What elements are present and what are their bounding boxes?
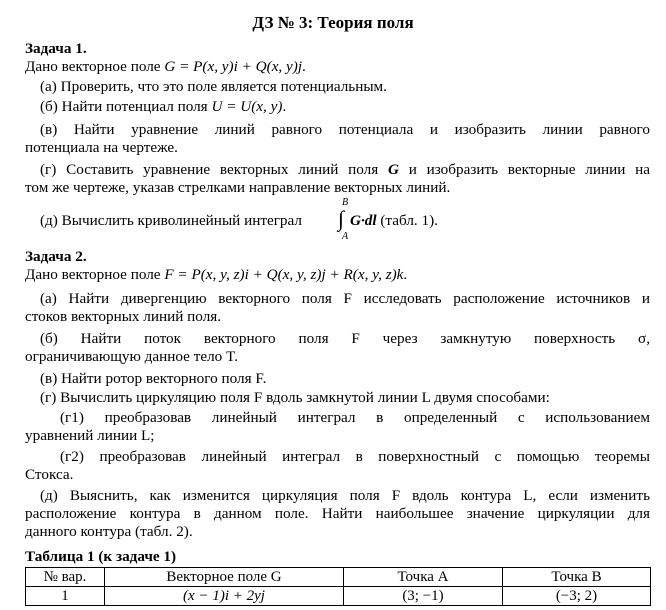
task1-item-c-line1: (в) Найти уравнение линий равного потенциала и изобразить линии равного	[40, 121, 650, 138]
table-row	[26, 587, 651, 606]
task2-item-g2-line1: (г2) преобразовав линейный интеграл в поверхностный с помощью теоремы	[60, 448, 650, 465]
task2-heading: Задача 2.	[25, 248, 87, 265]
task1-item-a: (а) Проверить, что это поле является потенциальным.	[40, 78, 387, 95]
table-cell: (3; −1)	[344, 587, 503, 606]
table-header-cell: Точка B	[503, 568, 651, 587]
task2-item-g1-line2: уравнений линии L;	[25, 427, 155, 444]
table-header-cell: № вар.	[26, 568, 105, 587]
task1-item-b-end: .	[282, 98, 287, 115]
table1	[25, 567, 651, 606]
task2-item-c: (в) Найти ротор векторного поля F.	[40, 370, 267, 387]
task1-heading: Задача 1.	[25, 40, 87, 57]
task2-item-e-line2: расположение контура в данном поле. Найти наибольшее значение циркуляции для	[25, 505, 650, 522]
table1-caption: Таблица 1 (к задаче 1)	[25, 548, 177, 565]
page-title: ДЗ № 3: Теория поля	[252, 13, 414, 32]
task1-item-d-var: G	[387, 161, 399, 178]
task1-item-e-text: (д) Вычислить криволинейный интеграл	[40, 212, 302, 229]
task1-item-b-formula: U = U(x, y)	[211, 98, 283, 115]
task1-item-e-ref: (табл. 1).	[380, 212, 438, 229]
task2-period: .	[403, 266, 408, 283]
task2-item-e-line1: (д) Выяснить, как изменится циркуляция поля F вдоль контура L, если изменить	[40, 487, 650, 504]
task1-item-d-start: (г) Составить уравнение векторных линий поля	[40, 161, 379, 178]
task1-field-formula: G = P(x, y)i + Q(x, y)j	[164, 58, 303, 75]
task1-item-d-rest: и изобразить векторные линии на	[408, 161, 651, 178]
task1-item-b	[40, 98, 650, 116]
task2-item-g2-line2: Стокса.	[25, 466, 74, 483]
integral-lower-limit: A	[342, 231, 349, 242]
task1-item-d-line1	[40, 161, 650, 179]
table-header-row	[26, 568, 651, 587]
integral-sign-icon: B ∫ A	[338, 197, 349, 242]
integral-upper-limit: B	[342, 197, 349, 208]
task2-item-a-line1: (а) Найти дивергенцию векторного поля F исследовать расположение источников и	[40, 290, 650, 307]
task1-intro-text: Дано векторное поле	[25, 58, 161, 75]
task1-intro	[25, 58, 650, 76]
task2-field-formula: F = P(x, y, z)i + Q(x, y, z)j + R(x, y, z)k	[164, 266, 404, 283]
task2-item-a-line2: стоков векторных линий поля.	[25, 308, 222, 325]
task1-item-d-line2: том же чертеже, указав стрелками направление векторных линий.	[25, 179, 451, 196]
task2-item-b-line1: (б) Найти поток векторного поля F через замкнутую поверхность σ,	[40, 330, 650, 347]
table-header-cell: Векторное поле G	[105, 568, 344, 587]
table-header-cell: Точка A	[344, 568, 503, 587]
task1-period: .	[302, 58, 306, 75]
table-cell: (−3; 2)	[503, 587, 651, 606]
task2-item-d: (г) Вычислить циркуляцию поля F вдоль замкнутой линии L двумя способами:	[40, 389, 550, 406]
task1-item-e-integrand: G·dl (табл. 1).	[350, 212, 438, 229]
task2-item-g1-line1: (г1) преобразовав линейный интеграл в определенный с использованием	[60, 409, 650, 426]
task1-item-c-line2: потенциала на чертеже.	[25, 139, 178, 156]
task1-item-b-text: (б) Найти потенциал поля	[40, 98, 208, 115]
task2-item-e-line3: данного контура (табл. 2).	[25, 523, 193, 540]
table-cell: 1	[26, 587, 105, 606]
task2-intro	[25, 266, 650, 284]
table-cell: (x − 1)i + 2yj	[105, 587, 344, 606]
task2-intro-text: Дано векторное поле	[25, 266, 161, 283]
task2-item-b-line2: ограничивающую данное тело T.	[25, 348, 239, 365]
